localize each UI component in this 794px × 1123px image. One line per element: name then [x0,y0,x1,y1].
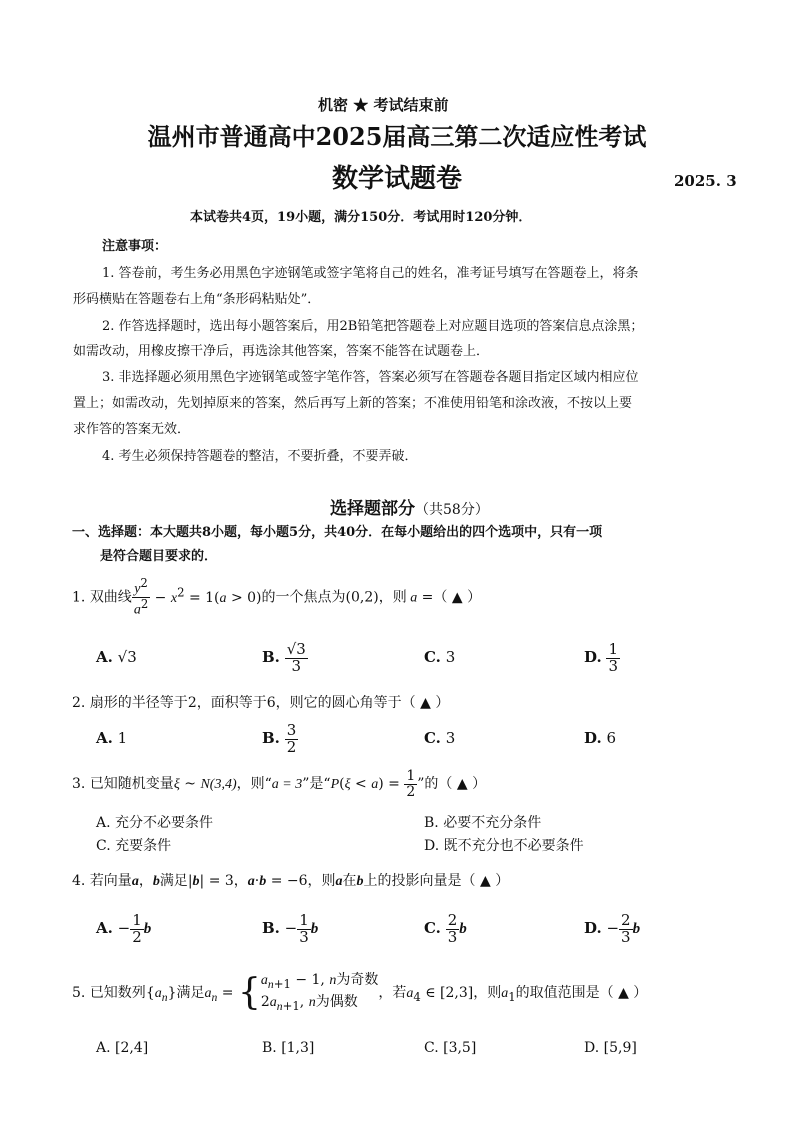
q3-option-b: B. 必要不充分条件 [424,815,542,831]
piecewise-brace: { [237,972,261,1013]
question-1-number: 1. [72,589,86,606]
question-3: 3. 已知随机变量ξ ~ N(3,4)，则“a = 3”是“P(ξ < a) = $\frac{1}{2}$ ”的（ ▲ ） [72,767,487,800]
notice-item-3-line-1: 3. 非选择题必须用黑色字迹钢笔或签字笔作答，答案必须写在答题卷各题目指定区域内相应位 [102,370,639,385]
question-4: 4. 若向量a，b满足|b| = 3，a·b = −6，则a在b上的投影向量是（ ▲ ） [72,873,510,889]
notice-item-2-line-1: 2. 作答选择题时，选出每小题答案后，用2B铅笔把答题卷上对应题目选项的答案信息点涂黑； [102,319,644,334]
question-1-post: ，则 [378,589,407,606]
q5-option-a: A. [2,4] [96,1040,149,1056]
hyperbola-fraction: $\frac{y^2}{a^2}$ [133,575,149,618]
q4-option-d: D. − $\frac{2}{3}$ b [584,910,641,946]
exam-info: 本试卷共4页，19小题，满分150分．考试用时120分钟． [190,210,532,225]
q5-option-b: B. [1,3] [262,1040,315,1056]
section-title: 选择题部分 [330,499,415,519]
question-5: 5. 已知数列$\{a_n\}$满足$a_n$ = { $a_{n+1} - 1$, n为奇数 $2a_{n+1}$, n为偶数 ，若$a_4$ ∈ [2,3]，则$a_1$的取值范围是（ ▲ ） [72,972,648,1013]
q5-option-c: C. [3,5] [424,1040,477,1056]
q3-option-a: A. 充分不必要条件 [96,815,214,831]
q4-option-c: C. $\frac{2}{3}$ b [424,910,467,946]
q2-option-d: D. 6 [584,729,617,747]
q3-option-d: D. 既不充分也不必要条件 [424,838,584,854]
exam-title: 温州市普通高中2025届高三第二次适应性考试 [147,122,647,151]
q2-option-c: C. 3 [424,729,456,747]
q3-option-c: C. 充要条件 [96,838,172,854]
notice-item-4: 4. 考生必须保持答题卷的整洁，不要折叠，不要弄破． [102,449,418,464]
notice-item-3-line-3: 求作答的答案无效． [73,422,191,437]
section-instruction-line-2: 是符合题目要求的． [100,549,218,564]
notice-item-1-line-2: 形码横贴在答题卷右上角“条形码粘贴处”． [73,292,321,307]
question-1-ask: （ ▲ ） [433,589,482,606]
notice-item-3-line-2: 置上；如需改动，先划掉原来的答案，然后再写上新的答案；不准使用铅笔和涂改液，不按以上要 [73,396,633,411]
q2-option-b: B. $\frac{3}{2}$ [262,720,297,756]
question-1-mid: 的一个焦点为 [261,589,346,606]
hyperbola-equation-rest: − $x^2 = 1(a > 0)$ [150,585,262,606]
q1-option-a: A. √3 [96,648,137,666]
question-2: 2. 扇形的半径等于2，面积等于6，则它的圆心角等于（ ▲ ） [72,695,450,711]
exam-date: 2025. 3 [674,172,737,190]
paper-subtitle: 数学试题卷 [331,164,462,194]
q1-option-c: C. 3 [424,648,456,666]
q2-option-a: A. 1 [96,729,128,747]
q5-option-d: D. [5,9] [584,1040,637,1056]
q1-option-d: D. $\frac{1}{3}$ [584,639,619,675]
section-heading [330,494,489,519]
piecewise-cases: $a_{n+1} - 1$, n为奇数 $2a_{n+1}$, n为偶数 [260,972,379,1013]
confidential-label: 机密 ★ 考试结束前 [318,96,449,114]
question-1: 1. 双曲线 $\frac{y^2}{a^2}$ − $x^2 = 1(a > 0)$的一个焦点为(0,2)，则 a =（ ▲ ） [72,575,482,618]
section-score: （共58分） [415,502,489,518]
question-1-pre: 双曲线 [89,589,132,606]
section-instruction-line-1: 一、选择题：本大题共8小题，每小题5分，共40分．在每小题给出的四个选项中，只有一项 [72,525,603,540]
q4-option-a: A. − $\frac{1}{2}$ b [96,910,152,946]
q4-option-b: B. − $\frac{1}{3}$ b [262,910,319,946]
question-1-point: (0,2) [345,589,379,606]
notice-item-2-line-2: 如需改动，用橡皮擦干净后，再选涂其他答案，答案不能答在试题卷上． [73,344,490,359]
notice-item-1-line-1: 1. 答卷前，考生务必用黑色字迹钢笔或签字笔将自己的姓名，准考证号填写在答题卷上，将条 [102,266,639,281]
q1-option-b: B. $\frac{√3}{3}$ [262,639,306,675]
notice-heading: 注意事项： [102,239,168,254]
